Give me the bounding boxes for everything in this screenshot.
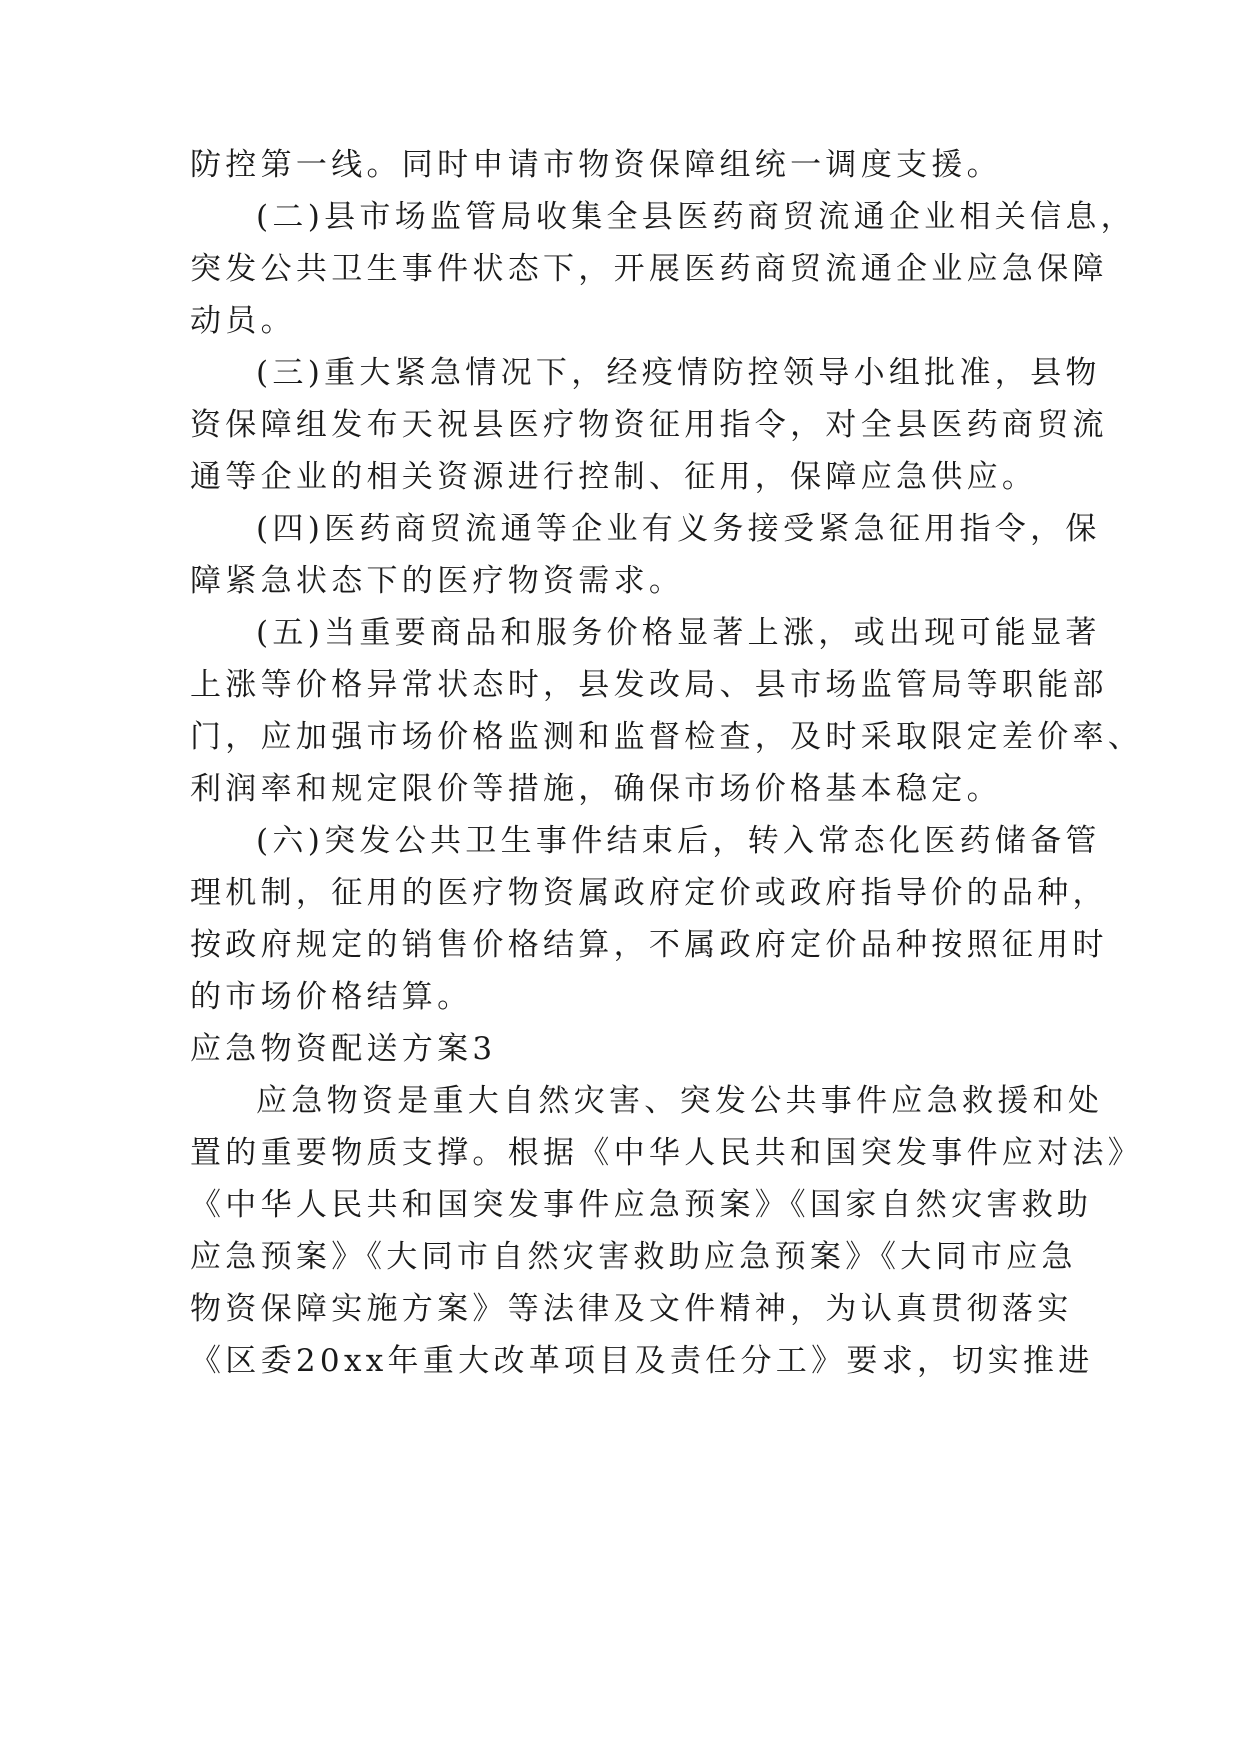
paragraph-line: 《区委20xx年重大改革项目及责任分工》要求，切实推进 [190, 1343, 1094, 1379]
paragraph-line: 门，应加强市场价格监测和监督检查，及时采取限定差价率、 [190, 719, 1144, 755]
paragraph-line: 应急预案》《大同市自然灾害救助应急预案》《大同市应急 [190, 1239, 1077, 1275]
paragraph-line: 防控第一线。同时申请市物资保障组统一调度支援。 [190, 147, 1002, 183]
paragraph-line: 应急物资是重大自然灾害、突发公共事件应急救援和处 [256, 1083, 1104, 1119]
paragraph-line: 置的重要物质支撑。根据《中华人民共和国突发事件应对法》 [190, 1135, 1144, 1171]
paragraph-line: 障紧急状态下的医疗物资需求。 [190, 563, 685, 599]
section-heading: 应急物资配送方案3 [190, 1031, 497, 1067]
paragraph-line: 上涨等价格异常状态时，县发改局、县市场监管局等职能部 [190, 667, 1108, 703]
paragraph-line: 动员。 [190, 303, 296, 339]
paragraph-line: 利润率和规定限价等措施，确保市场价格基本稳定。 [190, 771, 1002, 807]
paragraph-line: 按政府规定的销售价格结算，不属政府定价品种按照征用时 [190, 927, 1108, 963]
paragraph-line: 突发公共卫生事件状态下，开展医药商贸流通企业应急保障 [190, 251, 1108, 287]
paragraph-line: 通等企业的相关资源进行控制、征用，保障应急供应。 [190, 459, 1038, 495]
paragraph-line: 物资保障实施方案》等法律及文件精神，为认真贯彻落实 [190, 1291, 1073, 1327]
paragraph-line: 《中华人民共和国突发事件应急预案》《国家自然灾害救助 [190, 1187, 1093, 1223]
paragraph-line: (六)突发公共卫生事件结束后，转入常态化医药储备管 [256, 823, 1101, 859]
paragraph-line: (五)当重要商品和服务价格显著上涨，或出现可能显著 [256, 615, 1101, 651]
paragraph-line: (四)医药商贸流通等企业有义务接受紧急征用指令，保 [256, 511, 1101, 547]
paragraph-line: 资保障组发布天祝县医疗物资征用指令，对全县医药商贸流 [190, 407, 1108, 443]
paragraph-line: 的市场价格结算。 [190, 979, 473, 1015]
paragraph-line: (三)重大紧急情况下，经疫情防控领导小组批准，县物 [256, 355, 1101, 391]
paragraph-line: (二)县市场监管局收集全县医药商贸流通企业相关信息， [256, 199, 1136, 235]
paragraph-line: 理机制，征用的医疗物资属政府定价或政府指导价的品种， [190, 875, 1108, 911]
